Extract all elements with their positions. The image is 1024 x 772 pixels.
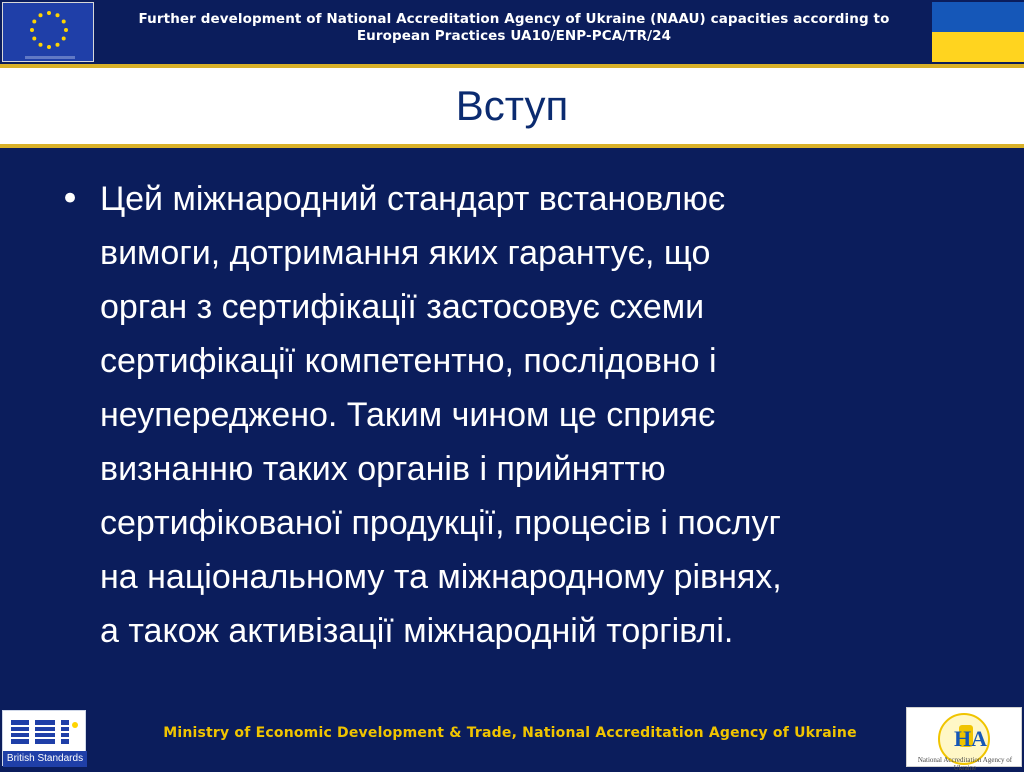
bullet-item: [60, 172, 960, 658]
eu-flag-caption-strip: [25, 56, 75, 59]
bsi-logo-mark: [9, 717, 81, 747]
project-title-line-2: European Practices UA10/ENP-PCA/TR/24: [356, 28, 672, 44]
title-band: [0, 64, 1024, 148]
footer-text: Ministry of Economic Development & Trade, National Accreditation Agency of Ukraine: [163, 725, 857, 741]
bsi-caption: British Standards: [3, 751, 87, 767]
slide-title: Вступ: [455, 82, 569, 129]
ukraine-flag-yellow: [932, 32, 1024, 62]
naau-logo-icon: [906, 707, 1022, 772]
ukraine-flag-icon: [932, 2, 1024, 62]
project-title: [110, 11, 918, 45]
bullet-text: Цей міжнародний стандарт встановлює вимоги, дотримання яких гарантує, що орган з сертифікації застосовує схеми сертифікації компетентно, послідовно і неупереджено. Таким чином це сприяє визнанню таких органів і прийняттю сертифікованої продукції, процесів і послуг на національному та міжнародному рівнях, а також активізації міжнародній торгівлі.: [100, 180, 782, 650]
bullet-icon: •: [60, 179, 81, 219]
naau-caption: National Accreditation Agency of Ukraine: [917, 756, 1013, 772]
eu-stars-ring: [29, 10, 69, 50]
project-title-line-1: Further development of National Accreditation Agency of Ukraine (NAAU) capacities according to: [138, 11, 890, 27]
eu-flag-icon: [2, 2, 94, 62]
slide-content: [60, 172, 960, 658]
naau-logo-mark: НА: [954, 726, 987, 751]
ukraine-flag-blue: [932, 2, 1024, 32]
bsi-logo-icon: [2, 710, 86, 766]
